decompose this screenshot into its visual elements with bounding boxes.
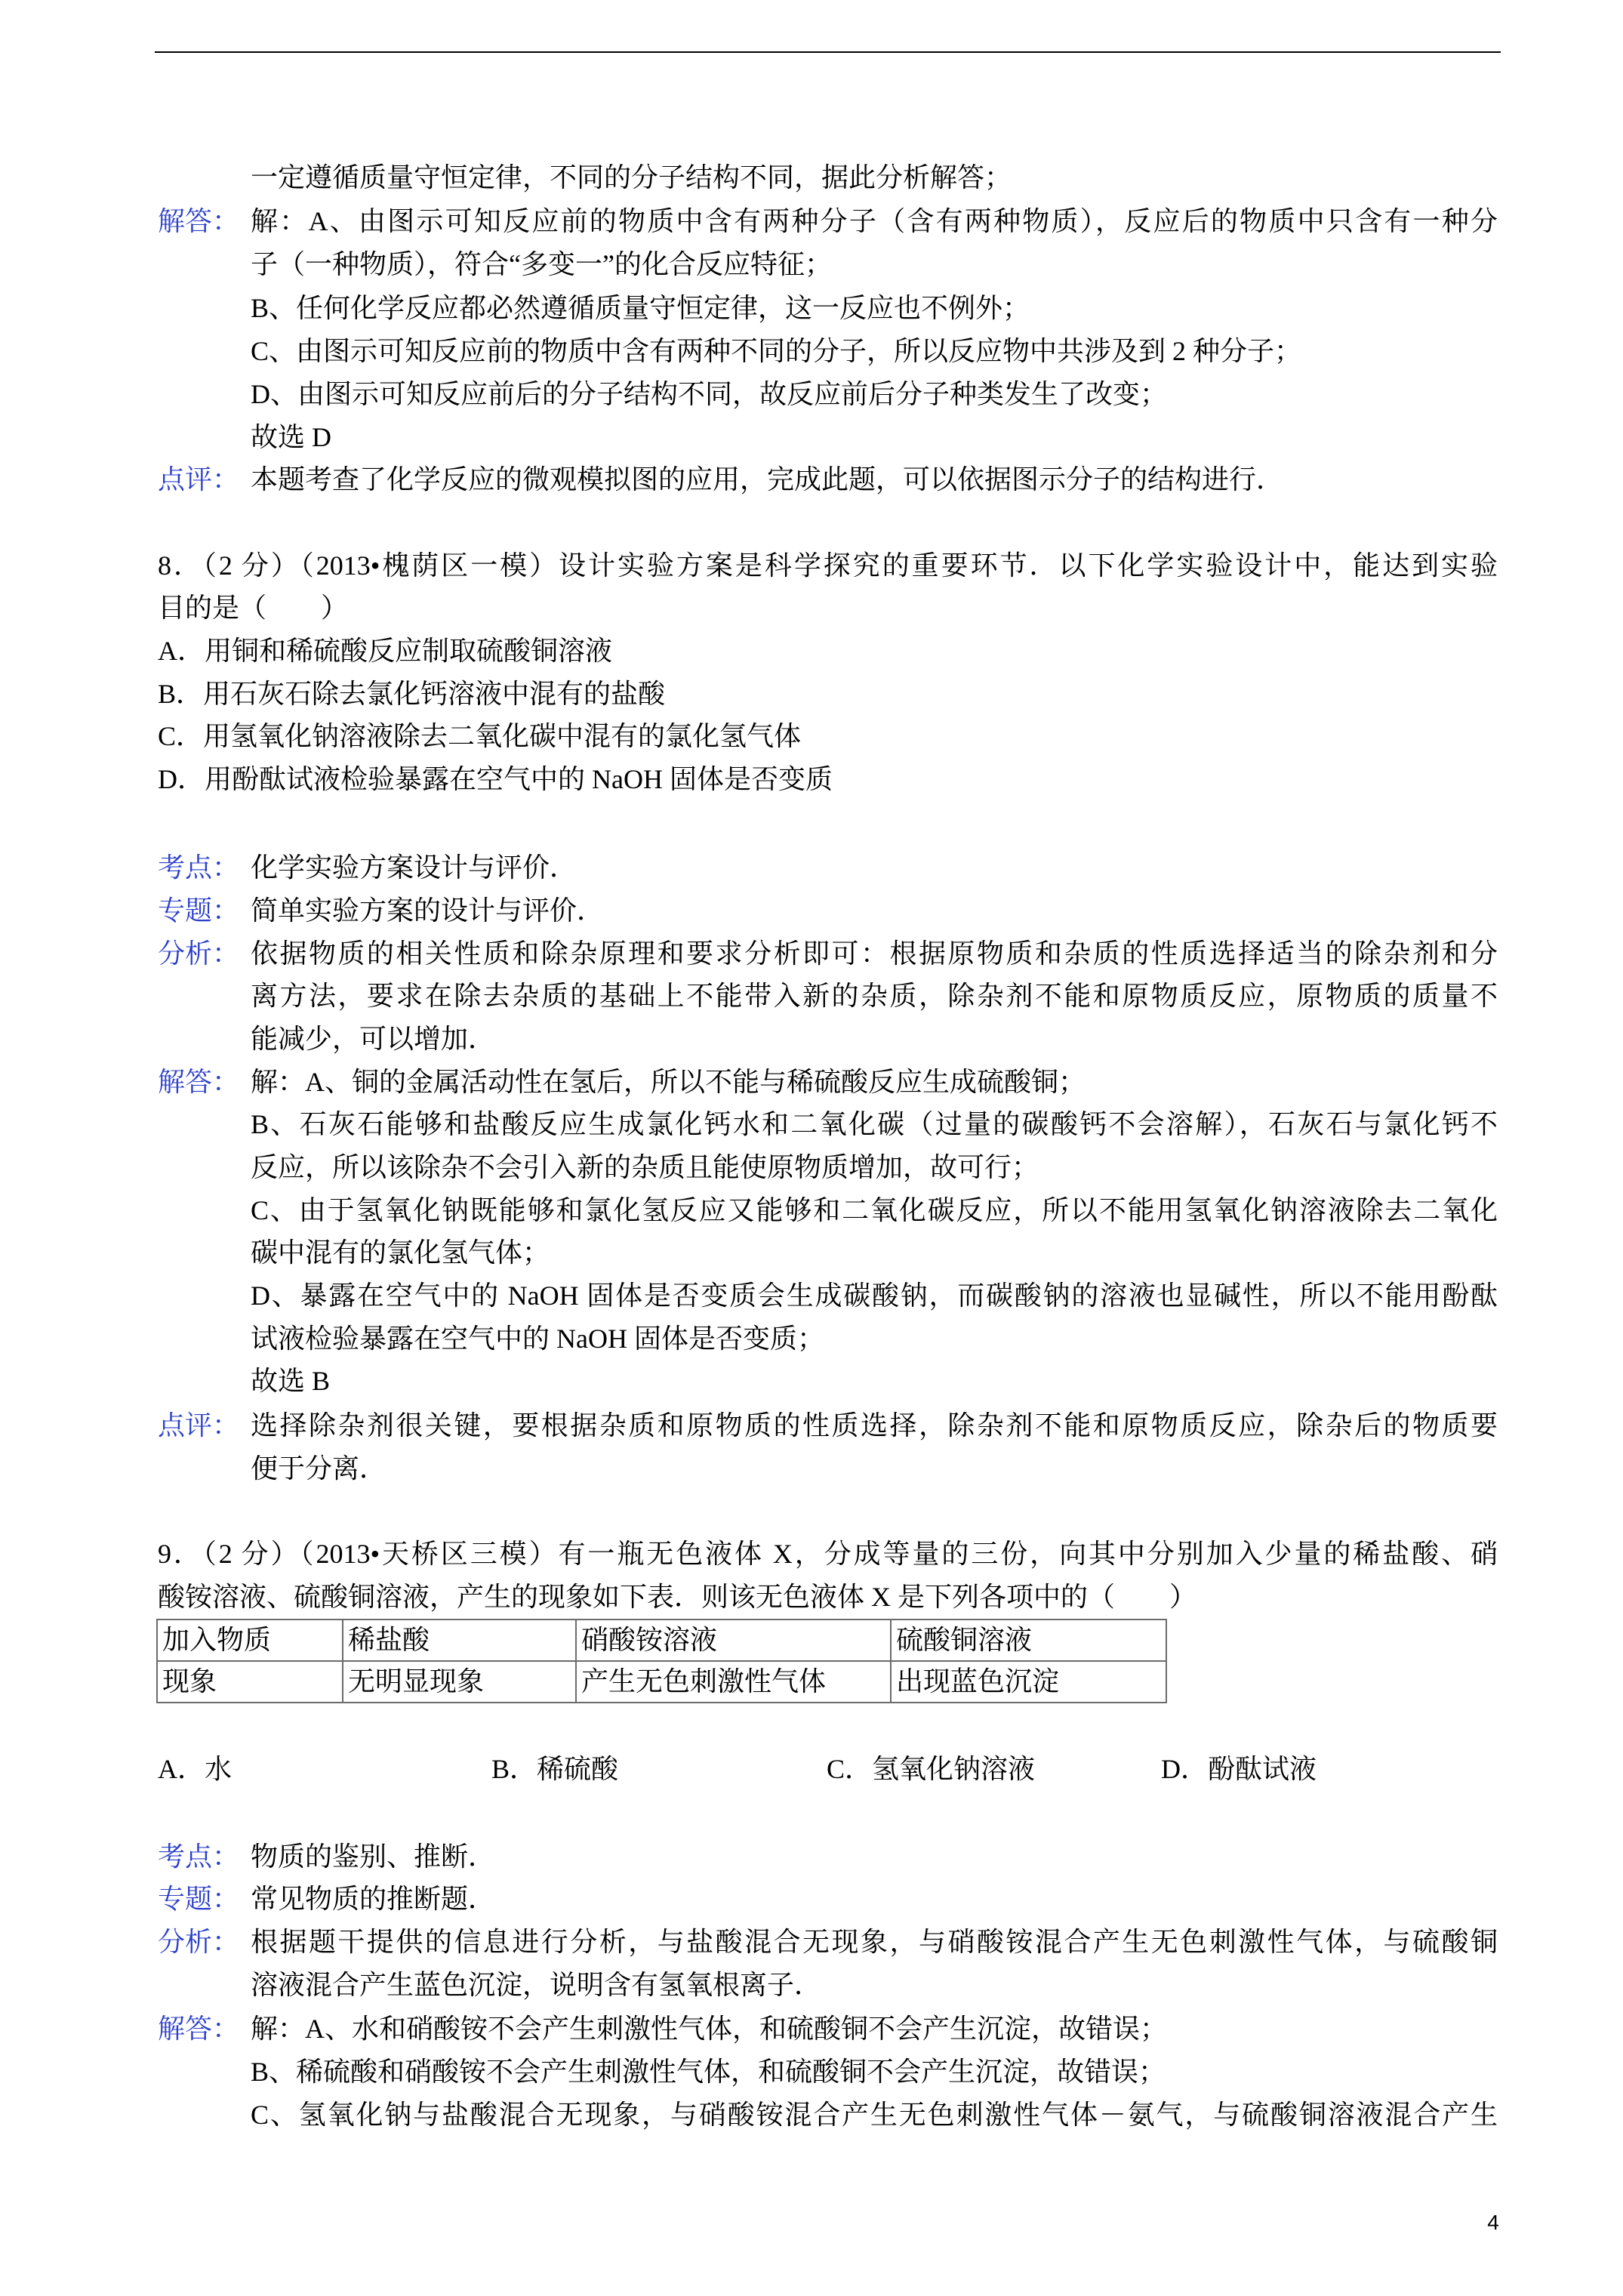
q7-answer-line: B、任何化学反应都必然遵循质量守恒定律，这一反应也不例外；	[251, 293, 1030, 323]
q8-zhuanti-label: 专题：	[158, 895, 240, 926]
q9-stem-line: 9．（2 分）（2013•天桥区三模）有一瓶无色液体 X，分成等量的三份，向其中分别加入少量的稀盐酸、硝	[158, 1539, 1498, 1569]
q9-zhuanti: 常见物质的推断题．	[251, 1884, 496, 1914]
q8-answer-line: 碳中混有的氯化氢气体；	[251, 1237, 550, 1268]
q9-kaodian-label: 考点：	[158, 1841, 240, 1872]
q8-comment-line: 便于分离．	[251, 1453, 387, 1484]
table-cell: 硝酸铵溶液	[576, 1620, 891, 1661]
q7-comment-line: 本题考查了化学反应的微观模拟图的应用，完成此题，可以依据图示分子的结构进行．	[251, 464, 1284, 495]
q9-kaodian: 物质的鉴别、推断．	[251, 1841, 496, 1872]
table-cell: 硫酸铜溶液	[891, 1620, 1166, 1661]
q7-answer-line: 故选 D	[251, 422, 331, 452]
q8-answer-line: D、暴露在空气中的 NaOH 固体是否变质会生成碳酸钠，而碳酸钠的溶液也显碱性，所以不能用酚酞	[251, 1281, 1498, 1311]
q9-zhuanti-label: 专题：	[158, 1884, 240, 1914]
q9-option-a: A．水	[158, 1754, 232, 1784]
q9-option-d: D．酚酞试液	[1161, 1754, 1317, 1784]
q8-answer-line: 解：A、铜的金属活动性在氢后，所以不能与稀硫酸反应生成硫酸铜；	[251, 1067, 1086, 1097]
q8-answer-line: B、石灰石能够和盐酸反应生成氯化钙水和二氧化碳（过量的碳酸钙不会溶解），石灰石与氯化钙不	[251, 1109, 1498, 1139]
q8-zhuanti: 简单实验方案的设计与评价．	[251, 895, 605, 926]
q8-comment-line: 选择除杂剂很关键，要根据杂质和原物质的性质选择，除杂剂不能和原物质反应，除杂后的物质要	[251, 1410, 1498, 1441]
q9-answer-label: 解答：	[158, 2014, 240, 2044]
q9-answer-line: C、氢氧化钠与盐酸混合无现象，与硝酸铵混合产生无色刺激性气体－氨气，与硫酸铜溶液混合产生	[251, 2100, 1498, 2130]
q8-option-d: D．用酚酞试液检验暴露在空气中的 NaOH 固体是否变质	[158, 764, 833, 794]
q9-analysis-label: 分析：	[158, 1927, 240, 1957]
q9-stem-line: 酸铵溶液、硫酸铜溶液，产生的现象如下表．则该无色液体 X 是下列各项中的（ ）	[158, 1582, 1196, 1612]
table-cell: 无明显现象	[343, 1661, 576, 1703]
q9-option-c: C．氢氧化钠溶液	[827, 1754, 1036, 1784]
q8-analysis-line: 离方法，要求在除去杂质的基础上不能带入新的杂质，除杂剂不能和原物质反应，原物质的质量不	[251, 981, 1498, 1011]
q8-stem-line: 目的是（ ）	[158, 593, 349, 623]
q7-answer-line: C、由图示可知反应前的物质中含有两种不同的分子，所以反应物中共涉及到 2 种分子；	[251, 336, 1302, 366]
q9-option-b: B．稀硫酸	[491, 1754, 619, 1784]
q7-answer-line: 解：A、由图示可知反应前的物质中含有两种分子（含有两种物质），反应后的物质中只含有一种分	[251, 206, 1498, 236]
q8-option-b: B．用石灰石除去氯化钙溶液中混有的盐酸	[158, 679, 666, 709]
table-cell: 出现蓝色沉淀	[891, 1661, 1166, 1703]
q7-comment-label: 点评：	[158, 464, 240, 495]
q8-analysis-label: 分析：	[158, 938, 240, 969]
header-rule	[155, 51, 1501, 53]
q8-analysis-line: 能减少，可以增加．	[251, 1024, 496, 1054]
q8-kaodian-label: 考点：	[158, 852, 240, 883]
q8-answer-line: 反应，所以该除杂不会引入新的杂质且能使原物质增加，故可行；	[251, 1152, 1039, 1182]
q8-option-a: A．用铜和稀硫酸反应制取硫酸铜溶液	[158, 636, 612, 666]
q9-observation-table	[156, 1619, 1167, 1703]
q7-answer-line: 子（一种物质），符合“多变一”的化合反应特征；	[251, 249, 832, 279]
table-cell: 加入物质	[157, 1620, 343, 1661]
q7-analysis-tail: 一定遵循质量守恒定律，不同的分子结构不同，据此分析解答；	[251, 162, 1012, 193]
table-cell: 现象	[157, 1661, 343, 1703]
table-cell: 稀盐酸	[343, 1620, 576, 1661]
table-row	[157, 1661, 1166, 1703]
q8-answer-line: 试液检验暴露在空气中的 NaOH 固体是否变质；	[251, 1324, 824, 1354]
q9-analysis-line: 溶液混合产生蓝色沉淀，说明含有氢氧根离子．	[251, 1970, 822, 2000]
q8-stem-line: 8．（2 分）（2013•槐荫区一模）设计实验方案是科学探究的重要环节．以下化学实验设计中，能达到实验	[158, 550, 1498, 581]
q8-analysis-line: 依据物质的相关性质和除杂原理和要求分析即可：根据原物质和杂质的性质选择适当的除杂剂和分	[251, 938, 1498, 969]
q7-answer-line: D、由图示可知反应前后的分子结构不同，故反应前后分子种类发生了改变；	[251, 379, 1167, 409]
q8-option-c: C．用氢氧化钠溶液除去二氧化碳中混有的氯化氢气体	[158, 721, 802, 751]
q9-answer-line: 解：A、水和硝酸铵不会产生刺激性气体，和硫酸铜不会产生沉淀，故错误；	[251, 2014, 1167, 2044]
q8-comment-label: 点评：	[158, 1410, 240, 1441]
page-number: 4	[1487, 2211, 1499, 2234]
q9-answer-line: B、稀硫酸和硝酸铵不会产生刺激性气体，和硫酸铜不会产生沉淀，故错误；	[251, 2057, 1166, 2087]
q8-kaodian: 化学实验方案设计与评价．	[251, 852, 577, 883]
table-row	[157, 1620, 1166, 1661]
q8-answer-label: 解答：	[158, 1067, 240, 1097]
q7-answer-label: 解答：	[158, 206, 240, 236]
q8-answer-line: 故选 B	[251, 1366, 331, 1396]
table-cell: 产生无色刺激性气体	[576, 1661, 891, 1703]
q9-analysis-line: 根据题干提供的信息进行分析，与盐酸混合无现象，与硝酸铵混合产生无色刺激性气体，与硫酸铜	[251, 1927, 1498, 1957]
q8-answer-line: C、由于氢氧化钠既能够和氯化氢反应又能够和二氧化碳反应，所以不能用氢氧化钠溶液除去二氧化	[251, 1195, 1498, 1225]
